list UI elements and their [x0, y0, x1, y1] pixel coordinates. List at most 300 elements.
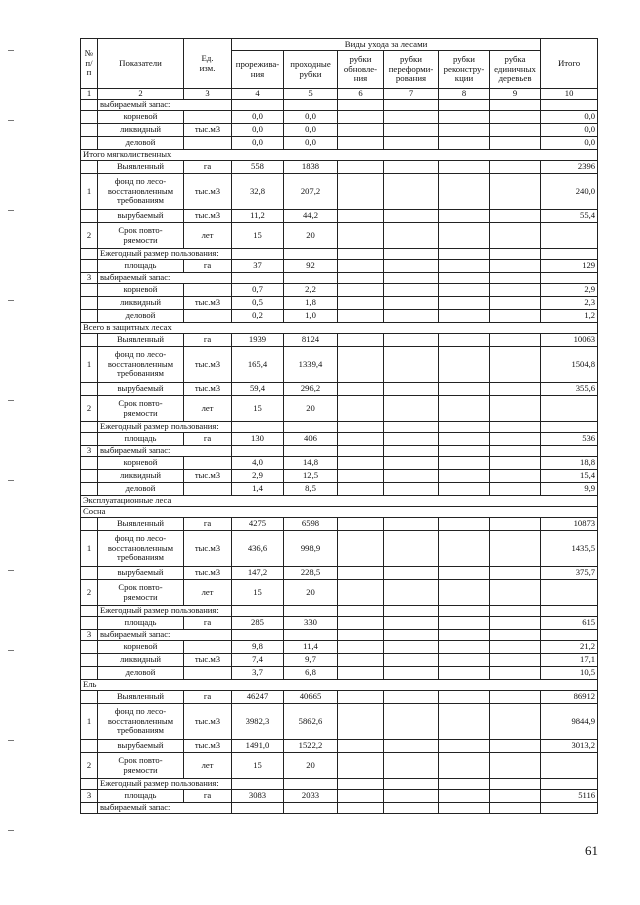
unit-cell: тыс.м3 [184, 567, 232, 580]
table-row [81, 111, 598, 124]
value-cell-renewal [338, 740, 384, 753]
value-cell-thinning: 0,2 [232, 310, 284, 323]
value-cell-reform [384, 297, 439, 310]
row-number: 1 [81, 347, 98, 383]
value-cell-reform [384, 284, 439, 297]
value-cell-passage: 6,8 [284, 667, 338, 680]
unit-cell: тыс.м3 [184, 531, 232, 567]
row-number [81, 100, 98, 111]
value-cell-reconstruction [439, 704, 490, 740]
value-cell-renewal [338, 483, 384, 496]
header-col-reconstruction: рубки реконстру- кции [439, 51, 490, 89]
value-cell-single-trees [490, 347, 541, 383]
value-cell-renewal [338, 297, 384, 310]
row-label: площадь [98, 617, 184, 630]
value-cell-reform [384, 704, 439, 740]
header-col-thinning: прорежива- ния [232, 51, 284, 89]
value-cell-reform [384, 446, 439, 457]
value-cell-renewal [338, 383, 384, 396]
row-label: корневой [98, 284, 184, 297]
row-number [81, 137, 98, 150]
value-cell-single-trees [490, 667, 541, 680]
total-cell: 2,9 [541, 284, 598, 297]
total-cell: 15,4 [541, 470, 598, 483]
value-cell-reconstruction [439, 470, 490, 483]
column-number-cell: 10 [541, 89, 598, 100]
total-cell: 9844,9 [541, 704, 598, 740]
value-cell-renewal [338, 641, 384, 654]
value-cell-thinning: 15 [232, 396, 284, 422]
value-cell-passage [284, 779, 338, 790]
unit-cell: га [184, 334, 232, 347]
row-number: 1 [81, 531, 98, 567]
value-cell-single-trees [490, 457, 541, 470]
row-number [81, 606, 98, 617]
forest-care-table [80, 38, 598, 814]
unit-cell: тыс.м3 [184, 654, 232, 667]
value-cell-reform [384, 654, 439, 667]
value-cell-reform [384, 753, 439, 779]
value-cell-reform [384, 790, 439, 803]
row-label: корневой [98, 457, 184, 470]
total-cell [541, 580, 598, 606]
row-number [81, 641, 98, 654]
row-label: фонд по лесо- восстановленным требованиям [98, 174, 184, 210]
unit-cell [184, 641, 232, 654]
value-cell-reform [384, 137, 439, 150]
value-cell-renewal [338, 334, 384, 347]
value-cell-reconstruction [439, 284, 490, 297]
column-number-cell: 2 [98, 89, 184, 100]
total-cell [541, 803, 598, 814]
column-number-cell: 8 [439, 89, 490, 100]
value-cell-thinning: 436,6 [232, 531, 284, 567]
row-number [81, 310, 98, 323]
value-cell-renewal [338, 518, 384, 531]
value-cell-single-trees [490, 779, 541, 790]
value-cell-reform [384, 210, 439, 223]
value-cell-single-trees [490, 518, 541, 531]
value-cell-reconstruction [439, 210, 490, 223]
value-cell-single-trees [490, 260, 541, 273]
value-cell-renewal [338, 111, 384, 124]
value-cell-reconstruction [439, 249, 490, 260]
unit-cell: тыс.м3 [184, 297, 232, 310]
row-number: 2 [81, 396, 98, 422]
value-cell-single-trees [490, 124, 541, 137]
value-cell-passage: 14,8 [284, 457, 338, 470]
value-cell-passage: 1339,4 [284, 347, 338, 383]
value-cell-thinning: 1939 [232, 334, 284, 347]
row-label: ликвидный [98, 124, 184, 137]
value-cell-renewal [338, 161, 384, 174]
value-cell-passage: 0,0 [284, 124, 338, 137]
row-label: выбираемый запас: [98, 803, 232, 814]
table-row [81, 284, 598, 297]
table-row [81, 260, 598, 273]
row-label: Выявленный [98, 334, 184, 347]
row-number [81, 297, 98, 310]
row-label: выбираемый запас: [98, 273, 232, 284]
total-cell: 18,8 [541, 457, 598, 470]
value-cell-thinning: 15 [232, 753, 284, 779]
value-cell-reform [384, 567, 439, 580]
value-cell-thinning: 32,8 [232, 174, 284, 210]
value-cell-passage: 1,0 [284, 310, 338, 323]
scan-edge-mark [8, 740, 14, 741]
unit-cell: тыс.м3 [184, 124, 232, 137]
value-cell-renewal [338, 457, 384, 470]
total-cell: 0,0 [541, 137, 598, 150]
value-cell-renewal [338, 531, 384, 567]
value-cell-reform [384, 161, 439, 174]
value-cell-reform [384, 383, 439, 396]
value-cell-single-trees [490, 567, 541, 580]
table-row [81, 446, 598, 457]
row-label: Ежегодный размер пользования: [98, 606, 232, 617]
row-number: 1 [81, 174, 98, 210]
value-cell-thinning: 7,4 [232, 654, 284, 667]
value-cell-reform [384, 457, 439, 470]
row-number [81, 691, 98, 704]
section-header-row [81, 496, 598, 507]
row-number [81, 124, 98, 137]
value-cell-reform [384, 310, 439, 323]
value-cell-reconstruction [439, 174, 490, 210]
value-cell-passage [284, 422, 338, 433]
row-label: площадь [98, 260, 184, 273]
header-unit: Ед. изм. [184, 39, 232, 89]
value-cell-reform [384, 518, 439, 531]
value-cell-single-trees [490, 641, 541, 654]
unit-cell: тыс.м3 [184, 704, 232, 740]
total-cell [541, 223, 598, 249]
value-cell-thinning [232, 422, 284, 433]
value-cell-thinning: 9,8 [232, 641, 284, 654]
total-cell [541, 422, 598, 433]
value-cell-reform [384, 433, 439, 446]
table-row [81, 422, 598, 433]
scan-edge-mark [8, 480, 14, 481]
row-number [81, 518, 98, 531]
total-cell: 240,0 [541, 174, 598, 210]
table-row [81, 630, 598, 641]
row-label: ликвидный [98, 470, 184, 483]
row-number: 2 [81, 223, 98, 249]
value-cell-reform [384, 174, 439, 210]
value-cell-thinning: 15 [232, 580, 284, 606]
value-cell-renewal [338, 124, 384, 137]
value-cell-single-trees [490, 284, 541, 297]
table-row [81, 334, 598, 347]
total-cell [541, 100, 598, 111]
unit-cell: лет [184, 396, 232, 422]
value-cell-single-trees [490, 606, 541, 617]
value-cell-reconstruction [439, 457, 490, 470]
value-cell-passage: 9,7 [284, 654, 338, 667]
value-cell-renewal [338, 779, 384, 790]
value-cell-single-trees [490, 790, 541, 803]
value-cell-thinning: 3083 [232, 790, 284, 803]
value-cell-reconstruction [439, 740, 490, 753]
page-number: 61 [585, 843, 598, 858]
unit-cell: га [184, 260, 232, 273]
value-cell-reconstruction [439, 260, 490, 273]
value-cell-reconstruction [439, 383, 490, 396]
row-number [81, 433, 98, 446]
table-row [81, 174, 598, 210]
row-number [81, 284, 98, 297]
value-cell-thinning: 15 [232, 223, 284, 249]
value-cell-reconstruction [439, 422, 490, 433]
value-cell-thinning: 0,0 [232, 137, 284, 150]
value-cell-single-trees [490, 446, 541, 457]
value-cell-reconstruction [439, 691, 490, 704]
row-number: 3 [81, 273, 98, 284]
value-cell-reconstruction [439, 567, 490, 580]
value-cell-passage: 207,2 [284, 174, 338, 210]
value-cell-renewal [338, 249, 384, 260]
value-cell-single-trees [490, 273, 541, 284]
value-cell-reform [384, 422, 439, 433]
value-cell-reconstruction [439, 223, 490, 249]
section-header-row [81, 323, 598, 334]
total-cell: 0,0 [541, 124, 598, 137]
header-col-reform: рубки переформи- рования [384, 51, 439, 89]
value-cell-passage: 11,4 [284, 641, 338, 654]
value-cell-reform [384, 111, 439, 124]
unit-cell: тыс.м3 [184, 383, 232, 396]
value-cell-reform [384, 531, 439, 567]
table-row [81, 753, 598, 779]
value-cell-renewal [338, 470, 384, 483]
value-cell-renewal [338, 210, 384, 223]
total-cell: 10873 [541, 518, 598, 531]
value-cell-reform [384, 691, 439, 704]
total-cell: 2,3 [541, 297, 598, 310]
value-cell-renewal [338, 137, 384, 150]
table-row [81, 137, 598, 150]
value-cell-single-trees [490, 470, 541, 483]
value-cell-reconstruction [439, 483, 490, 496]
value-cell-passage [284, 446, 338, 457]
value-cell-passage [284, 606, 338, 617]
total-cell: 1504,8 [541, 347, 598, 383]
value-cell-reconstruction [439, 630, 490, 641]
scan-edge-mark [8, 650, 14, 651]
header-total: Итого [541, 39, 598, 89]
value-cell-passage: 20 [284, 223, 338, 249]
value-cell-reform [384, 483, 439, 496]
value-cell-renewal [338, 617, 384, 630]
value-cell-renewal [338, 310, 384, 323]
value-cell-renewal [338, 422, 384, 433]
value-cell-passage: 2,2 [284, 284, 338, 297]
value-cell-thinning: 3,7 [232, 667, 284, 680]
table-row [81, 383, 598, 396]
total-cell: 0,0 [541, 111, 598, 124]
value-cell-thinning: 1491,0 [232, 740, 284, 753]
value-cell-thinning: 0,5 [232, 297, 284, 310]
value-cell-reconstruction [439, 779, 490, 790]
total-cell [541, 606, 598, 617]
value-cell-thinning: 59,4 [232, 383, 284, 396]
value-cell-reconstruction [439, 803, 490, 814]
value-cell-passage [284, 803, 338, 814]
value-cell-passage [284, 100, 338, 111]
value-cell-renewal [338, 174, 384, 210]
value-cell-renewal [338, 100, 384, 111]
value-cell-thinning [232, 779, 284, 790]
value-cell-reform [384, 396, 439, 422]
column-number-cell: 7 [384, 89, 439, 100]
row-number [81, 334, 98, 347]
total-cell [541, 273, 598, 284]
value-cell-reconstruction [439, 654, 490, 667]
value-cell-single-trees [490, 422, 541, 433]
table-row [81, 161, 598, 174]
header-col-single-trees: рубка единичных деревьев [490, 51, 541, 89]
value-cell-reform [384, 617, 439, 630]
table-row [81, 457, 598, 470]
total-cell: 9,9 [541, 483, 598, 496]
value-cell-passage: 228,5 [284, 567, 338, 580]
value-cell-thinning [232, 446, 284, 457]
row-label: деловой [98, 137, 184, 150]
value-cell-single-trees [490, 223, 541, 249]
value-cell-renewal [338, 567, 384, 580]
row-number [81, 111, 98, 124]
total-cell: 21,2 [541, 641, 598, 654]
value-cell-reform [384, 223, 439, 249]
value-cell-reconstruction [439, 347, 490, 383]
value-cell-thinning [232, 803, 284, 814]
section-title: Сосна [81, 507, 598, 518]
value-cell-single-trees [490, 137, 541, 150]
row-number [81, 617, 98, 630]
value-cell-single-trees [490, 249, 541, 260]
row-number [81, 779, 98, 790]
row-label: вырубаемый [98, 210, 184, 223]
column-number-cell: 6 [338, 89, 384, 100]
total-cell [541, 630, 598, 641]
value-cell-thinning: 1,4 [232, 483, 284, 496]
section-header-row [81, 507, 598, 518]
value-cell-passage: 296,2 [284, 383, 338, 396]
value-cell-single-trees [490, 310, 541, 323]
value-cell-passage: 998,9 [284, 531, 338, 567]
total-cell: 1,2 [541, 310, 598, 323]
unit-cell [184, 310, 232, 323]
section-header-row [81, 150, 598, 161]
unit-cell [184, 137, 232, 150]
value-cell-reform [384, 347, 439, 383]
value-cell-reform [384, 124, 439, 137]
row-number [81, 470, 98, 483]
value-cell-renewal [338, 667, 384, 680]
value-cell-reform [384, 249, 439, 260]
table-row [81, 249, 598, 260]
row-number [81, 210, 98, 223]
value-cell-reform [384, 260, 439, 273]
value-cell-reconstruction [439, 297, 490, 310]
total-cell: 129 [541, 260, 598, 273]
row-label: деловой [98, 310, 184, 323]
row-label: деловой [98, 667, 184, 680]
value-cell-passage: 6598 [284, 518, 338, 531]
value-cell-reconstruction [439, 111, 490, 124]
unit-cell: га [184, 433, 232, 446]
value-cell-reconstruction [439, 100, 490, 111]
value-cell-reconstruction [439, 753, 490, 779]
total-cell: 86912 [541, 691, 598, 704]
total-cell: 615 [541, 617, 598, 630]
value-cell-thinning [232, 249, 284, 260]
row-number [81, 567, 98, 580]
value-cell-renewal [338, 630, 384, 641]
value-cell-passage [284, 273, 338, 284]
scan-edge-mark [8, 830, 14, 831]
value-cell-renewal [338, 433, 384, 446]
value-cell-reform [384, 803, 439, 814]
value-cell-single-trees [490, 483, 541, 496]
value-cell-passage: 2033 [284, 790, 338, 803]
value-cell-reconstruction [439, 433, 490, 446]
total-cell: 536 [541, 433, 598, 446]
total-cell: 10063 [541, 334, 598, 347]
row-label: фонд по лесо- восстановленным требованиям [98, 347, 184, 383]
value-cell-passage: 40665 [284, 691, 338, 704]
value-cell-reconstruction [439, 396, 490, 422]
unit-cell: лет [184, 753, 232, 779]
table-row [81, 310, 598, 323]
section-title: Итого мягколиственных [81, 150, 598, 161]
value-cell-single-trees [490, 753, 541, 779]
row-number: 3 [81, 790, 98, 803]
value-cell-renewal [338, 704, 384, 740]
value-cell-thinning: 558 [232, 161, 284, 174]
total-cell [541, 779, 598, 790]
value-cell-reform [384, 470, 439, 483]
row-label: выбираемый запас: [98, 630, 232, 641]
table-row [81, 223, 598, 249]
value-cell-reconstruction [439, 531, 490, 567]
value-cell-single-trees [490, 174, 541, 210]
value-cell-single-trees [490, 691, 541, 704]
table-body [81, 100, 598, 814]
value-cell-renewal [338, 347, 384, 383]
row-number [81, 483, 98, 496]
value-cell-thinning: 4,0 [232, 457, 284, 470]
value-cell-reconstruction [439, 161, 490, 174]
value-cell-renewal [338, 260, 384, 273]
row-label: Ежегодный размер пользования: [98, 249, 232, 260]
table-row [81, 483, 598, 496]
row-number [81, 161, 98, 174]
value-cell-reconstruction [439, 790, 490, 803]
row-label: Срок повто- ряемости [98, 753, 184, 779]
scan-edge-mark [8, 570, 14, 571]
row-label: деловой [98, 483, 184, 496]
row-label: корневой [98, 641, 184, 654]
row-label: Выявленный [98, 161, 184, 174]
value-cell-reconstruction [439, 606, 490, 617]
value-cell-thinning: 147,2 [232, 567, 284, 580]
value-cell-passage: 0,0 [284, 111, 338, 124]
table-row [81, 803, 598, 814]
unit-cell: га [184, 161, 232, 174]
header-col-renewal: рубки обновле- ния [338, 51, 384, 89]
